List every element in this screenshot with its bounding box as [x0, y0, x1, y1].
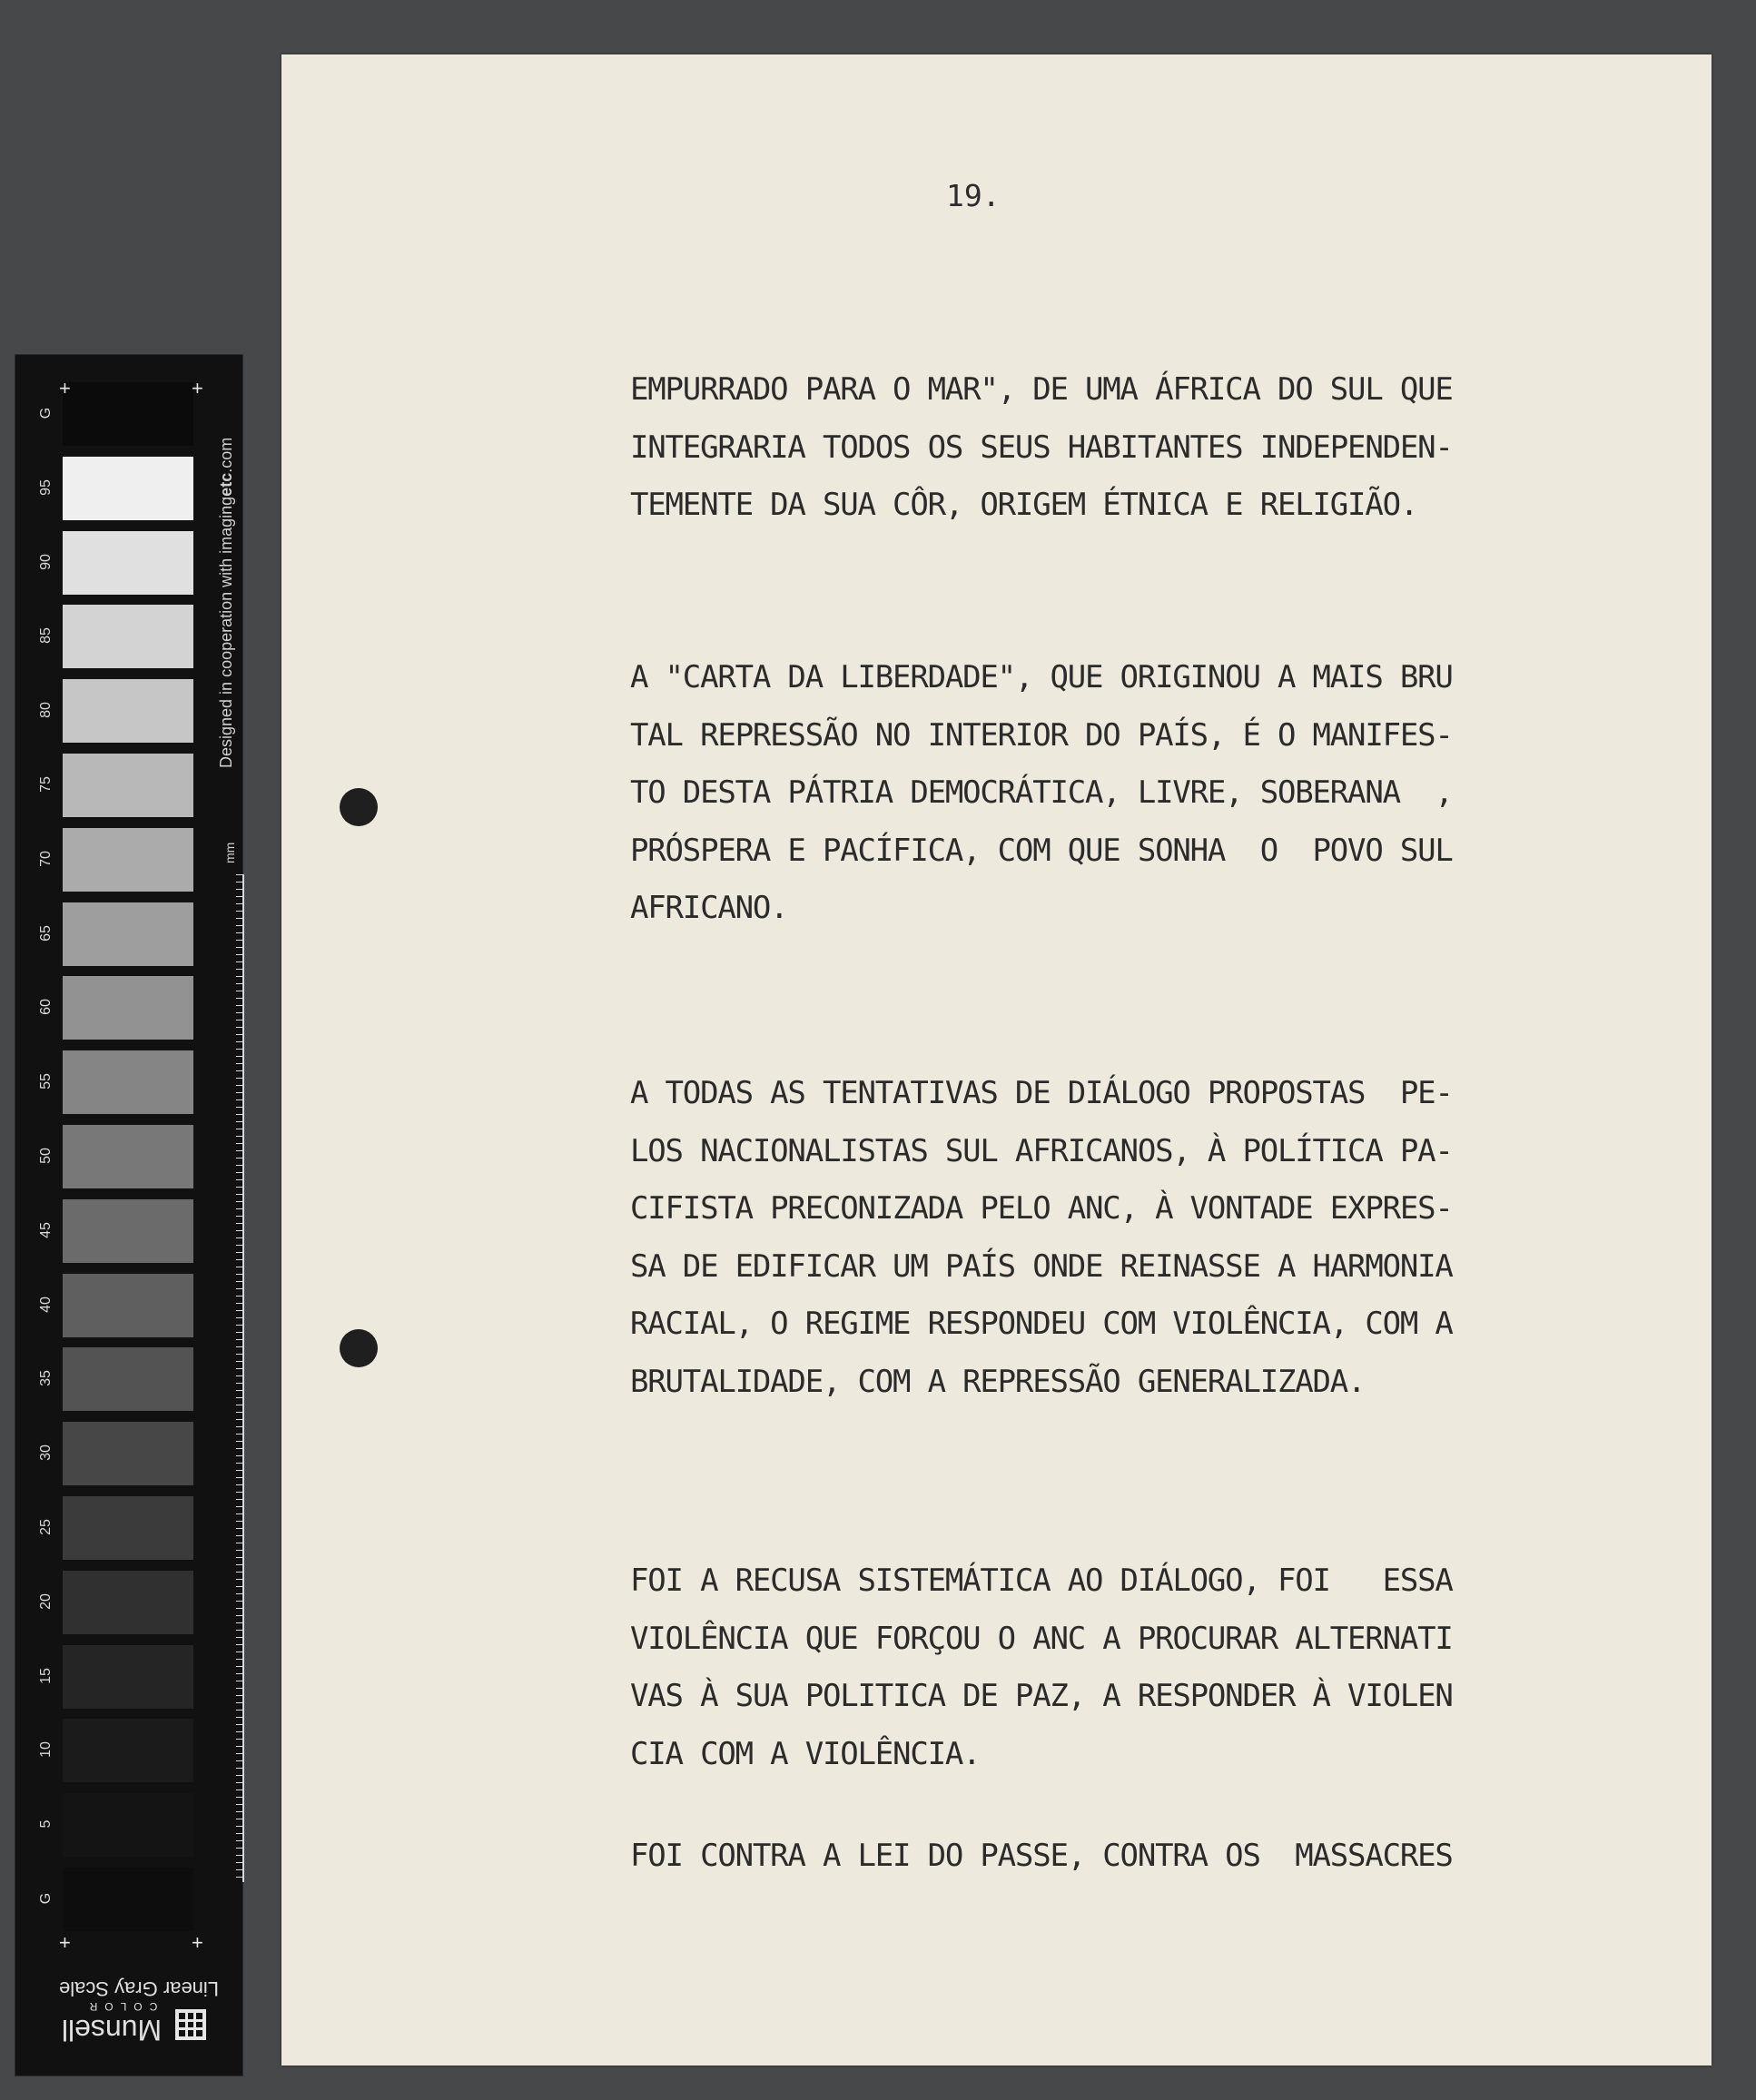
gray-patch-label: 45 [38, 1221, 54, 1238]
page-number: 19. [946, 178, 1001, 213]
text-line: TEMENTE DA SUA CÔR, ORIGEM ÉTNICA E RELIGIÃO. [630, 487, 1418, 523]
gray-patch-label: 20 [38, 1592, 54, 1610]
munsell-logo-icon [175, 2009, 206, 2040]
paragraph-4 [630, 1553, 1453, 1783]
gray-patch [63, 1793, 193, 1857]
paragraph-1 [630, 361, 1453, 535]
text-line: CIA COM A VIOLÊNCIA. [630, 1735, 981, 1772]
plus-mark: + [59, 1931, 71, 1954]
gray-patch [63, 976, 193, 1040]
punch-hole [340, 788, 378, 826]
gray-patch-label: G [38, 1892, 54, 1905]
gray-patch [63, 531, 193, 595]
gray-patch-label: 80 [38, 702, 54, 719]
gray-patch [63, 1274, 193, 1337]
text-line: PRÓSPERA E PACÍFICA, COM QUE SONHA O POVO SUL [630, 832, 1453, 869]
gray-patch [63, 382, 193, 446]
paragraph-5 [630, 1828, 1453, 1886]
gray-patch [63, 902, 193, 966]
gray-patch [63, 1571, 193, 1634]
text-line: A TODAS AS TENTATIVAS DE DIÁLOGO PROPOSTAS PE- [630, 1075, 1453, 1111]
gray-patch [63, 605, 193, 668]
text-line: SA DE EDIFICAR UM PAÍS ONDE REINASSE A HARMONIA [630, 1247, 1453, 1285]
gray-patch-label: G [38, 407, 54, 419]
text-line: VAS À SUA POLITICA DE PAZ, A RESPONDER À VIOLEN [630, 1678, 1453, 1714]
gray-patch-label: 70 [38, 850, 54, 867]
gray-patch-label: 35 [38, 1370, 54, 1387]
gray-patch-label: 85 [38, 627, 54, 645]
gray-patch [63, 1868, 193, 1931]
gray-patch [63, 1422, 193, 1485]
gray-patch-label: 5 [38, 1819, 54, 1829]
brand-sub: COLOR [82, 2000, 158, 2013]
credit-bold: etc [217, 472, 235, 497]
text-line: RACIAL, O REGIME RESPONDEU COM VIOLÊNCIA, COM A [630, 1306, 1453, 1342]
gray-patch [63, 1496, 193, 1560]
gray-patch [63, 1719, 193, 1782]
unit-label: mm [222, 842, 237, 863]
gray-scale-card [15, 354, 243, 2076]
text-line: LOS NACIONALISTAS SUL AFRICANOS, À POLÍTICA PA- [630, 1132, 1453, 1169]
gray-patch-label: 60 [38, 999, 54, 1016]
punch-hole [340, 1329, 378, 1367]
credit-suffix: .com [217, 437, 235, 473]
gray-patch-label: 95 [38, 478, 54, 496]
gray-patch-label: 50 [38, 1148, 54, 1164]
gray-patch-label: 40 [38, 1296, 54, 1313]
text-line: AFRICANO. [630, 890, 788, 926]
text-line: EMPURRADO PARA O MAR", DE UMA ÁFRICA DO SUL QUE [630, 371, 1453, 408]
brand-name: Munsell [61, 2014, 163, 2046]
ruler-edge [242, 874, 244, 1882]
text-line: BRUTALIDADE, COM A REPRESSÃO GENERALIZADA. [630, 1363, 1366, 1400]
gray-patch-label: 15 [38, 1667, 54, 1684]
text-line: FOI A RECUSA SISTEMÁTICA AO DIÁLOGO, FOI ESSA [630, 1563, 1453, 1599]
text-line: TO DESTA PÁTRIA DEMOCRÁTICA, LIVRE, SOBERANA , [630, 774, 1453, 811]
gray-patch [63, 679, 193, 743]
plus-mark: + [192, 1931, 203, 1954]
text-line: CIFISTA PRECONIZADA PELO ANC, À VONTADE EXPRES- [630, 1190, 1453, 1227]
gray-patch-label: 30 [38, 1444, 54, 1462]
gray-patch-label: 10 [38, 1741, 54, 1759]
gray-patch-label: 90 [38, 553, 54, 570]
scale-credit-text [217, 438, 236, 768]
text-line: A "CARTA DA LIBERDADE", QUE ORIGINOU A MAIS BRU [630, 659, 1453, 695]
gray-patch-label: 55 [38, 1073, 54, 1090]
text-line: VIOLÊNCIA QUE FORÇOU O ANC A PROCURAR ALTERNATI [630, 1620, 1453, 1657]
scale-title: Linear Gray Scale [58, 1977, 220, 2000]
gray-patch-label: 65 [38, 924, 54, 942]
gray-patch-label: 75 [38, 776, 54, 793]
plus-mark: + [192, 377, 203, 399]
credit-prefix: Designed in cooperation with imaging [217, 496, 235, 768]
gray-patch [63, 1199, 193, 1263]
text-line: TAL REPRESSÃO NO INTERIOR DO PAÍS, É O MANIFES- [630, 716, 1453, 754]
plus-mark: + [59, 377, 71, 399]
paragraph-3 [630, 1065, 1453, 1411]
gray-patch [63, 1050, 193, 1114]
gray-patch [63, 1125, 193, 1188]
document-page [281, 54, 1712, 2065]
paragraph-2 [630, 649, 1453, 938]
text-line: FOI CONTRA A LEI DO PASSE, CONTRA OS MASSACRES [630, 1838, 1453, 1874]
gray-patch [63, 457, 193, 520]
gray-patch [63, 754, 193, 817]
gray-patch-label: 25 [38, 1519, 54, 1535]
gray-patch [63, 1645, 193, 1709]
gray-patch [63, 828, 193, 892]
text-line: INTEGRARIA TODOS OS SEUS HABITANTES INDEPENDEN- [630, 429, 1453, 466]
gray-patch [63, 1347, 193, 1411]
